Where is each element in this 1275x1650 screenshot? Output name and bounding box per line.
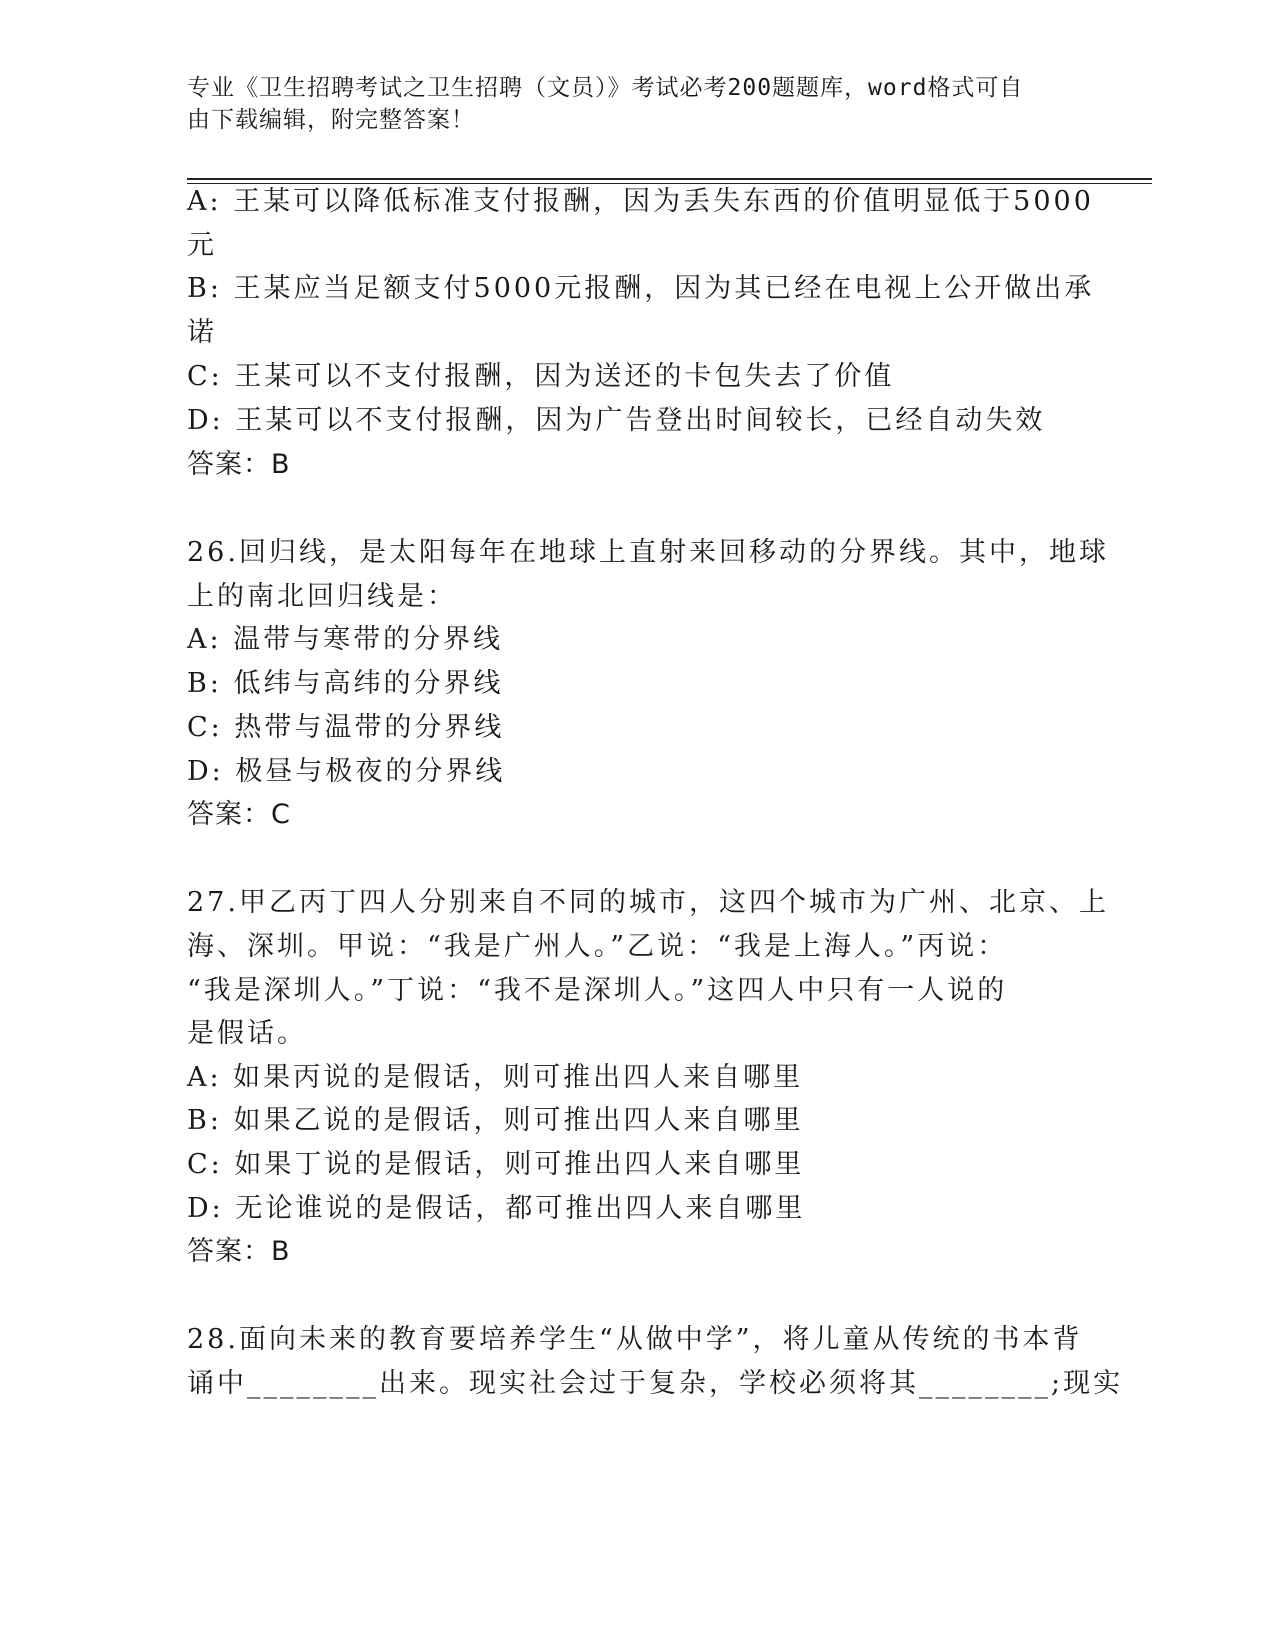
q26-option-a: A: 温带与寒带的分界线 — [187, 624, 504, 655]
q25-option-a-line-1: A: 王某可以降低标准支付报酬，因为丢失东西的价值明显低于5000 — [187, 186, 1094, 217]
q26-option-d: D: 极昼与极夜的分界线 — [187, 756, 506, 787]
q26-stem-line-2: 上的南北回归线是： — [187, 581, 457, 612]
q25-option-b-line-1: B: 王某应当足额支付5000元报酬，因为其已经在电视上公开做出承 — [187, 273, 1095, 304]
q25-option-b-line-2: 诺 — [187, 317, 217, 348]
q27-option-d: D: 无论谁说的是假话，都可推出四人来自哪里 — [187, 1193, 806, 1224]
document-header — [187, 72, 1067, 136]
header-line-2: 由下载编辑，附完整答案！ — [187, 107, 475, 133]
q28-stem-line-1: 28.面向未来的教育要培养学生“从做中学”，将儿童从传统的书本背 — [187, 1324, 1083, 1355]
q25-option-a-line-2: 元 — [187, 230, 217, 261]
q26-stem-line-1: 26.回归线，是太阳每年在地球上直射来回移动的分界线。其中，地球 — [187, 537, 1109, 568]
header-line-1: 专业《卫生招聘考试之卫生招聘（文员）》考试必考200题题库，word格式可自 — [187, 75, 1024, 101]
q25-option-c: C: 王某可以不支付报酬，因为送还的卡包失去了价值 — [187, 361, 895, 392]
q26-option-b: B: 低纬与高纬的分界线 — [187, 668, 504, 699]
q25-option-d: D: 王某可以不支付报酬，因为广告登出时间较长，已经自动失效 — [187, 405, 1046, 436]
q26-answer: 答案：C — [187, 799, 291, 830]
q28-stem-line-2: 诵中________出来。现实社会过于复杂，学校必须将其________;现实 — [187, 1368, 1124, 1399]
q27-answer: 答案：B — [187, 1236, 291, 1267]
q26-option-c: C: 热带与温带的分界线 — [187, 712, 505, 743]
q27-stem-line-3: “我是深圳人。”丁说：“我不是深圳人。”这四人中只有一人说的 — [187, 975, 1008, 1006]
q27-stem-line-4: 是假话。 — [187, 1018, 307, 1049]
header-divider-thick — [187, 178, 1152, 180]
q25-answer: 答案：B — [187, 449, 291, 480]
q27-option-c: C: 如果丁说的是假话，则可推出四人来自哪里 — [187, 1149, 805, 1180]
q27-stem-line-1: 27.甲乙丙丁四人分别来自不同的城市，这四个城市为广州、北京、上 — [187, 887, 1109, 918]
q27-option-b: B: 如果乙说的是假话，则可推出四人来自哪里 — [187, 1105, 804, 1136]
q27-option-a: A: 如果丙说的是假话，则可推出四人来自哪里 — [187, 1062, 804, 1093]
q27-stem-line-2: 海、深圳。甲说：“我是广州人。”乙说：“我是上海人。”丙说： — [187, 931, 1008, 962]
header-divider-thin — [187, 183, 1152, 184]
